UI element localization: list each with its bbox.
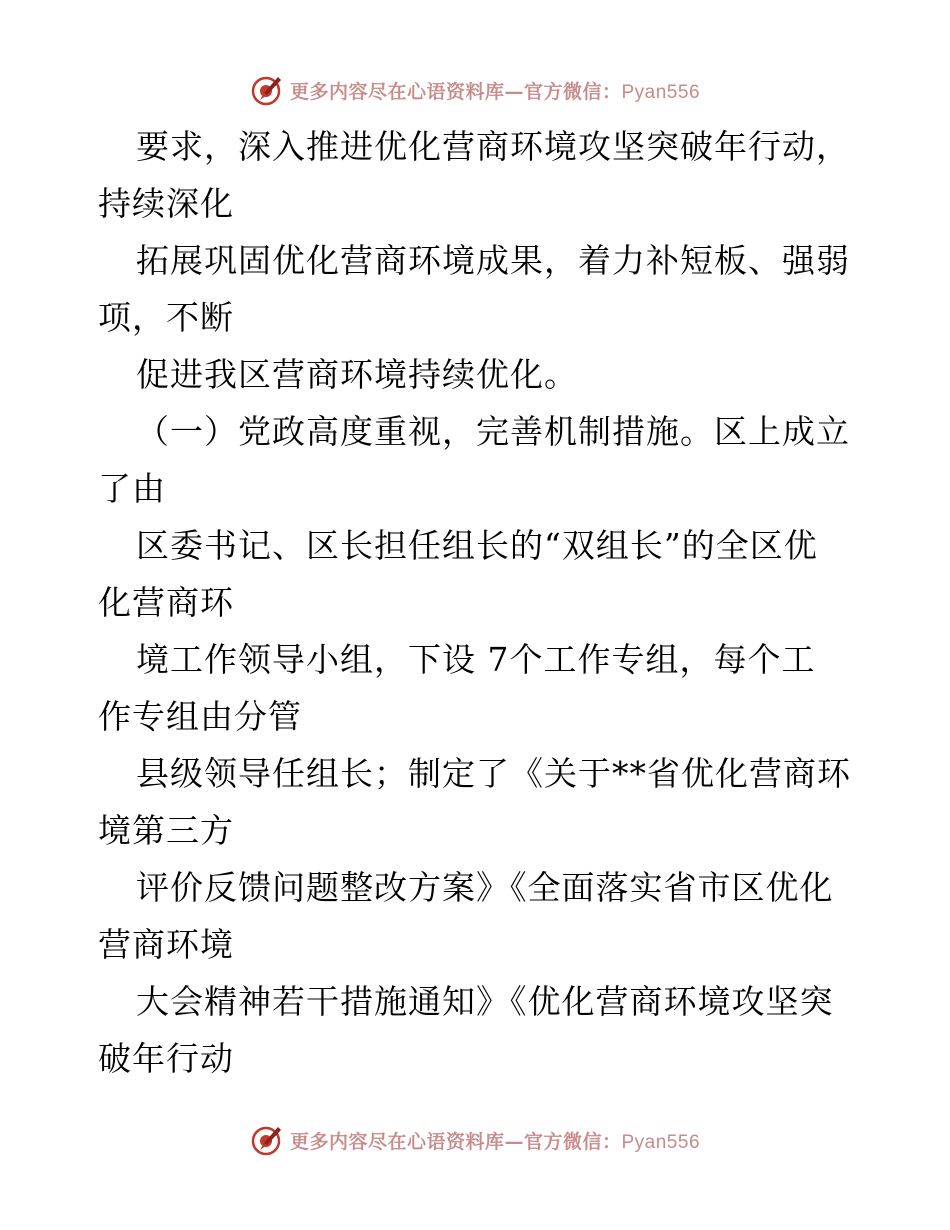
text-line: 要求，深入推进优化营商环境攻坚突破年行动， [136,127,850,166]
brand-text: 更多内容尽在心语资料库 [289,80,505,103]
text-line: 境第三方 [98,811,234,850]
text-line: 县级领导任组长；制定了《关于**省优化营商环 [136,754,851,793]
brand-text: 更多内容尽在心语资料库 [289,1130,505,1153]
header-banner [0,72,950,108]
text-line: （一）党政高度重视，完善机制措施。区上成立 [136,412,850,451]
header-banner-text [290,77,700,104]
text-line: 作专组由分管 [98,697,302,736]
pen-nib-logo-icon [250,73,284,107]
wechat-label: 官方微信： [523,80,622,103]
document-body [98,118,858,1087]
text-line: 了由 [98,469,166,508]
text-line: 化营商环 [98,583,234,622]
pen-nib-logo-icon [250,1123,284,1157]
text-line: 项，不断 [98,298,234,337]
text-line: 促进我区营商环境持续优化。 [136,355,578,394]
wechat-label: 官方微信： [523,1130,622,1153]
text-line: 持续深化 [98,184,234,223]
text-line: 境工作领导小组，下设 7个工作专组，每个工 [136,640,816,679]
dash: — [504,1130,524,1153]
wechat-id: Pyan556 [621,1131,701,1153]
wechat-id: Pyan556 [621,81,701,103]
text-line: 破年行动 [98,1039,234,1078]
footer-banner [0,1122,950,1158]
text-line: 评价反馈问题整改方案》《全面落实省市区优化 [136,868,834,907]
dash: — [504,80,524,103]
text-line: 区委书记、区长担任组长的“双组长”的全区优 [136,526,818,565]
text-line: 营商环境 [98,925,234,964]
text-line: 拓展巩固优化营商环境成果，着力补短板、强弱 [136,241,850,280]
footer-banner-text [290,1127,700,1154]
text-line: 大会精神若干措施通知》《优化营商环境攻坚突 [136,982,834,1021]
